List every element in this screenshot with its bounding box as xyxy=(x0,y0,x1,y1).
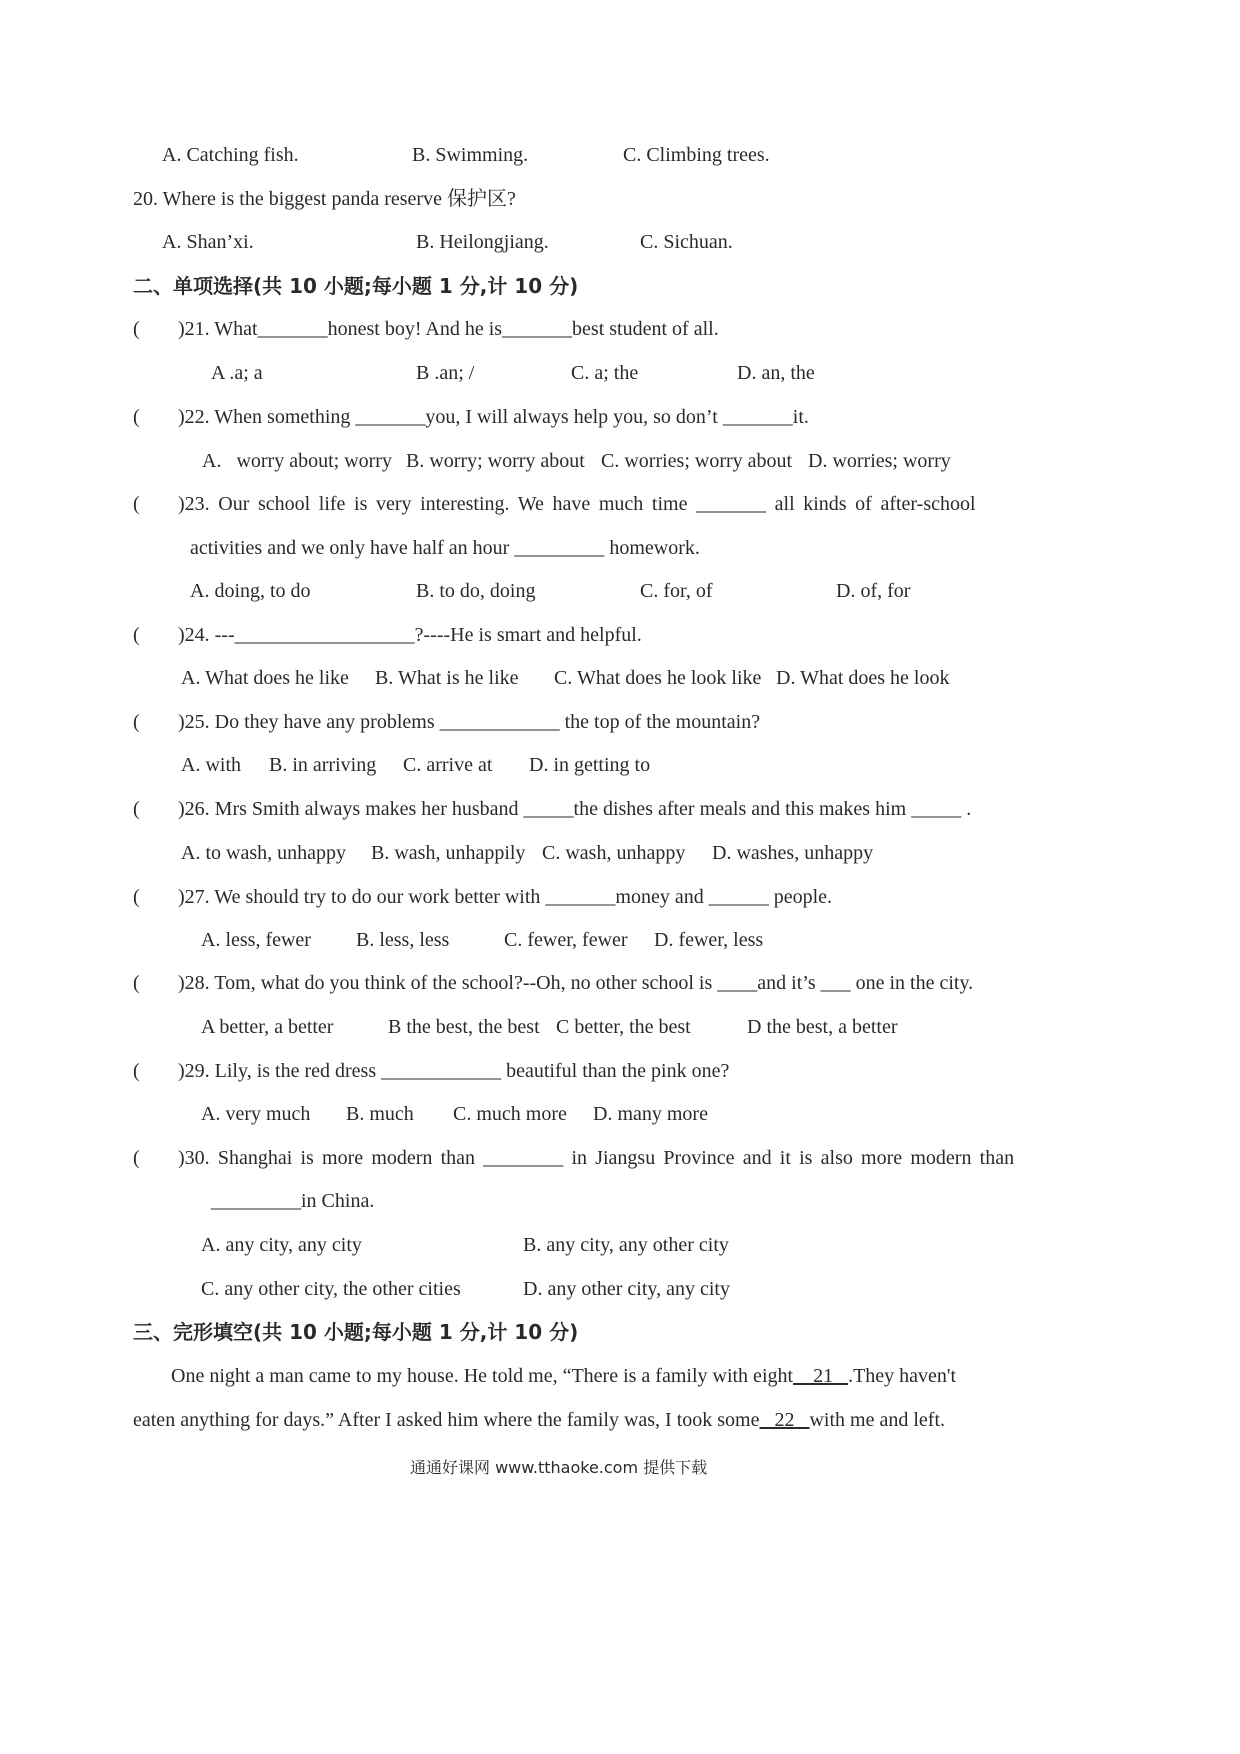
q30-stem-line2: _________in China. xyxy=(211,1190,375,1212)
q28-option-a: A better, a better xyxy=(201,1016,334,1038)
q28-option-c: C better, the best xyxy=(556,1016,691,1038)
q29-option-b: B. much xyxy=(346,1103,414,1125)
q27-paren: ( xyxy=(133,886,140,908)
page-footer: 通通好课网 www.tthaoke.com 提供下载 xyxy=(410,1458,708,1477)
q29-option-d: D. many more xyxy=(593,1103,708,1125)
q24-paren: ( xyxy=(133,624,140,646)
q29-option-c: C. much more xyxy=(453,1103,567,1125)
q26-option-a: A. to wash, unhappy xyxy=(181,842,346,864)
q27-option-c: C. fewer, fewer xyxy=(504,929,628,951)
q24-option-d: D. What does he look xyxy=(776,667,950,689)
q21-option-b: B .an; / xyxy=(416,362,475,384)
q25-stem: )25. Do they have any problems ____________ the top of the mountain? xyxy=(178,711,761,733)
q25-paren: ( xyxy=(133,711,140,733)
q30-option-a: A. any city, any city xyxy=(201,1234,362,1256)
q20-option-b: B. Heilongjiang. xyxy=(416,231,549,253)
q30-option-d: D. any other city, any city xyxy=(523,1278,730,1300)
q29-option-a: A. very much xyxy=(201,1103,311,1125)
q19-option-a: A. Catching fish. xyxy=(162,144,299,166)
q21-paren: ( xyxy=(133,318,140,340)
q29-paren: ( xyxy=(133,1060,140,1082)
q24-option-c: C. What does he look like xyxy=(554,667,762,689)
q20-option-c: C. Sichuan. xyxy=(640,231,733,253)
section-3-title: 三、完形填空(共 10 小题;每小题 1 分,计 10 分) xyxy=(133,1320,579,1344)
q28-stem: )28. Tom, what do you think of the school?--Oh, no other school is ____and it’s ___ one in the city. xyxy=(178,972,974,994)
q26-option-c: C. wash, unhappy xyxy=(542,842,686,864)
q23-option-d: D. of, for xyxy=(836,580,911,602)
q23-stem-line1: )23. Our school life is very interesting. We have much time _______ all kinds of after-school xyxy=(178,493,976,515)
q24-stem: )24. ---__________________?----He is smart and helpful. xyxy=(178,624,642,646)
q26-option-d: D. washes, unhappy xyxy=(712,842,874,864)
q23-option-a: A. doing, to do xyxy=(190,580,311,602)
cloze-blank-21: 21 xyxy=(793,1365,849,1387)
q30-option-b: B. any city, any other city xyxy=(523,1234,729,1256)
q29-stem: )29. Lily, is the red dress ____________ beautiful than the pink one? xyxy=(178,1060,730,1082)
q22-option-c: C. worries; worry about xyxy=(601,450,793,472)
section-2-title: 二、单项选择(共 10 小题;每小题 1 分,计 10 分) xyxy=(133,274,579,298)
q26-option-b: B. wash, unhappily xyxy=(371,842,526,864)
q23-paren: ( xyxy=(133,493,140,515)
q24-option-a: A. What does he like xyxy=(181,667,349,689)
q20-stem: 20. Where is the biggest panda reserve 保护区? xyxy=(133,188,516,210)
q22-paren: ( xyxy=(133,406,140,428)
q30-paren: ( xyxy=(133,1147,140,1169)
q27-option-b: B. less, less xyxy=(356,929,450,951)
q27-option-d: D. fewer, less xyxy=(654,929,764,951)
q19-option-b: B. Swimming. xyxy=(412,144,529,166)
q24-option-b: B. What is he like xyxy=(375,667,519,689)
q21-option-d: D. an, the xyxy=(737,362,815,384)
q21-option-c: C. a; the xyxy=(571,362,639,384)
q25-option-d: D. in getting to xyxy=(529,754,651,776)
q26-paren: ( xyxy=(133,798,140,820)
q22-option-b: B. worry; worry about xyxy=(406,450,585,472)
q27-option-a: A. less, fewer xyxy=(201,929,311,951)
q20-option-a: A. Shan’xi. xyxy=(162,231,254,253)
q30-stem-line1: )30. Shanghai is more modern than ________ in Jiangsu Province and it is also more modern than xyxy=(178,1147,1015,1169)
q23-stem-line2: activities and we only have half an hour _________ homework. xyxy=(190,537,700,559)
q25-option-b: B. in arriving xyxy=(269,754,377,776)
q26-stem: )26. Mrs Smith always makes her husband _____the dishes after meals and this makes him _____ . xyxy=(178,798,972,820)
q21-stem: )21. What_______honest boy! And he is_______best student of all. xyxy=(178,318,719,340)
q28-option-b: B the best, the best xyxy=(388,1016,540,1038)
q23-option-c: C. for, of xyxy=(640,580,713,602)
q23-option-b: B. to do, doing xyxy=(416,580,536,602)
q27-stem: )27. We should try to do our work better with _______money and ______ people. xyxy=(178,886,833,908)
q28-option-d: D the best, a better xyxy=(747,1016,898,1038)
q25-option-a: A. with xyxy=(181,754,241,776)
cloze-line-1: One night a man came to my house. He told me, “There is a family with eight 21 .They haven't xyxy=(171,1365,957,1387)
q21-option-a: A .a; a xyxy=(211,362,263,384)
q19-option-c: C. Climbing trees. xyxy=(623,144,770,166)
q30-option-c: C. any other city, the other cities xyxy=(201,1278,461,1300)
q22-option-d: D. worries; worry xyxy=(808,450,951,472)
q22-stem: )22. When something _______you, I will always help you, so don’t _______it. xyxy=(178,406,809,428)
q25-option-c: C. arrive at xyxy=(403,754,493,776)
q28-paren: ( xyxy=(133,972,140,994)
cloze-line-2: eaten anything for days.” After I asked him where the family was, I took some 22 with me and left. xyxy=(133,1409,946,1431)
q22-option-a: A. worry about; worry xyxy=(202,450,392,472)
cloze-blank-22: 22 xyxy=(759,1409,810,1431)
